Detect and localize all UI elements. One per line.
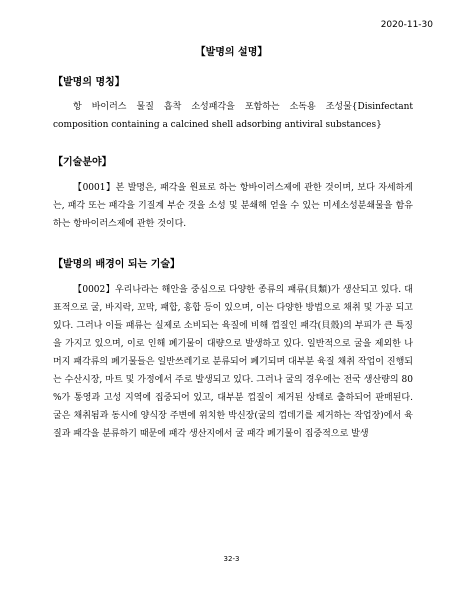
page-number: 32-3 — [223, 555, 240, 563]
section-heading-technical-field: 【기술분야】 — [53, 157, 112, 168]
document-title: 【발명의 설명】 — [195, 47, 268, 58]
section-heading-background-art: 【발명의 배경이 되는 기술】 — [53, 259, 181, 270]
paragraph-invention-name: 항 바이러스 물질 흡착 소성패각을 포함하는 소독용 조성물{Disinfectant composition containing a calcined shell adsorbing antiviral substances} — [53, 102, 413, 130]
section-heading-invention-name: 【발명의 명칭】 — [53, 77, 125, 88]
paragraph-0002: 【0002】우리나라는 해안을 중심으로 다양한 종류의 패류(貝類)가 생산되고 있다. 대표적으로 굴, 바지락, 꼬막, 패합, 홍합 등이 있으며, 이는 다양한 방법으로 채취 및 가공 되고 있다. 그러나 이들 패류는 실제로 소비되는 육질에 비해 껍질인 패각(貝殼)의 부피가 큰 특징을 가지고 있으며, 이로 인해 폐기물이 대량으로 발생하고 있다. 일반적으로 굴을 제외한 나머지 패각류의 폐기물들은 일반쓰레기로 분류되어 폐기되며 대부분 육질 채취 작업이 진행되는 수산시장, 마트 및 가정에서 주로 발생되고 있다. 그러나 굴의 경우에는 전국 생산량의 80 %가 통영과 고성 지역에 집중되어 있고, 대부분 껍질이 제거된 상태로 출하되어 판매된다. 굴은 채취됨과 동시에 양식장 주변에 위치한 박신장(굴의 껍데기를 제거하는 작업장)에서 육질과 패각을 분류하기 때문에 패각 생산지에서 굴 패각 폐기물이 집중적으로 발생 — [53, 285, 413, 439]
paragraph-0001: 【0001】본 발명은, 패각을 원료로 하는 항바이러스제에 관한 것이며, 보다 자세하게는, 패각 또는 패각을 기질계 부순 것을 소성 및 분쇄해 얻을 수 있는 미세소성분쇄물을 함유 하는 항바이러스제에 관한 것이다. — [53, 183, 413, 229]
document-date: 2020-11-30 — [380, 20, 433, 30]
